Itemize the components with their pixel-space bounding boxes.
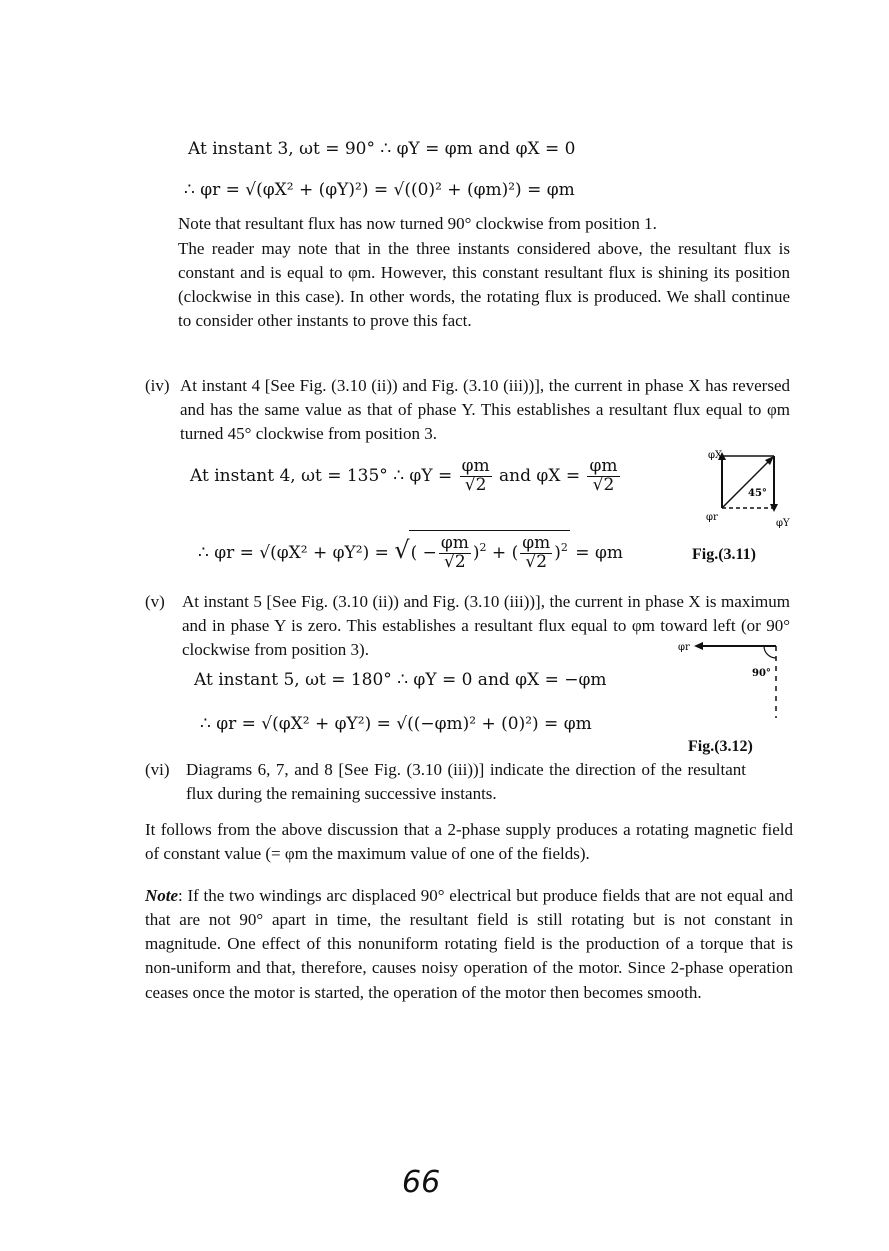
figure-3-11-caption: Fig.(3.11) — [692, 546, 756, 563]
equation-instant-4-result — [198, 530, 623, 572]
equation-instant-5: At instant 5, ωt = 180° ∴ φY = 0 and φX = −φm — [194, 670, 607, 690]
figure-3-12-caption: Fig.(3.12) — [688, 738, 753, 755]
fig-3-12-angle-label: 90° — [752, 668, 771, 679]
fraction-denominator: √2 — [592, 474, 615, 495]
fraction-numerator: φm — [522, 533, 551, 553]
item-vi-marker: (vi) — [145, 760, 170, 779]
angle-arc — [764, 646, 776, 658]
fig-3-11-angle-label: 45° — [748, 488, 767, 499]
paragraph-note — [145, 884, 793, 1005]
arrow-head-icon — [694, 642, 703, 650]
equation-instant-4-result-lead: ∴ φr = √(φX² + φY²) = — [198, 542, 389, 563]
equation-instant-5-result: ∴ φr = √(φX² + φY²) = √((−φm)² + (0)²) = φm — [200, 714, 592, 734]
figure-3-11-diagram — [688, 446, 798, 536]
item-v-marker: (v) — [145, 592, 165, 611]
fraction-phi-m-over-root2-y — [460, 458, 492, 495]
equation-instant-4 — [190, 458, 622, 495]
note-label: Note — [145, 886, 179, 905]
item-iv-marker: (iv) — [145, 376, 170, 395]
fig-3-11-phi-y-label: φY — [776, 518, 790, 529]
item-v-text: At instant 5 [See Fig. (3.10 (ii)) and Fig. (3.10 (iii))], the current in phase X is maximum and in phase Y is zero. This establishes a resultant flux equal to φm toward left (or 90° clockwise from position 3). — [182, 592, 790, 660]
note-resultant-turned: Note that resultant flux has now turned 90° clockwise from position 1. — [178, 214, 657, 233]
fig-3-11-phi-x-label: φX — [708, 450, 723, 461]
fraction-denominator: √2 — [525, 551, 548, 572]
fraction-denominator: √2 — [444, 551, 466, 572]
page-number: 66 — [402, 1165, 441, 1200]
equation-instant-3-result: ∴ φr = √(φX² + (φY)²) = √((0)² + (φm)²) = φm — [184, 180, 575, 200]
fraction-phi-m-over-root2-x — [587, 458, 619, 495]
fraction-numerator: φm — [461, 456, 490, 476]
item-iv-text: At instant 4 [See Fig. (3.10 (ii)) and Fig. (3.10 (iii))], the current in phase X has reversed and has the same value as that of phase Y. This establishes a resultant flux equal to φm turned 45° clockwise from position 3. — [180, 376, 790, 444]
fig-3-12-phi-r-label: φr — [678, 642, 690, 653]
equation-instant-4-lead: At instant 4, ωt = 135° ∴ φY = — [190, 465, 453, 486]
fraction-phi-m — [520, 535, 552, 572]
fraction-numerator: φm — [589, 456, 618, 476]
fraction-denominator: √2 — [464, 474, 487, 495]
fig-3-11-phi-r-label: φr — [706, 512, 718, 523]
fraction-neg-phi-m — [439, 535, 471, 572]
note-text: : If the two windings arc displaced 90° electrical but produce fields that are not equal and that are not 90° apart in time, the resultant field is still rotating but is not constant in magnitude. One effect of this nonuniform rotating field is the production of a torque that is non-uniform and that, therefore, causes noisy operation of the motor. Since 2-phase operation ceases once the motor is started, the operation of the motor then becomes smooth. — [145, 886, 793, 1002]
phi-r-vector — [722, 458, 772, 508]
equation-instant-3: At instant 3, ωt = 90° ∴ φY = φm and φX = 0 — [188, 139, 576, 159]
paragraph-conclusion: It follows from the above discussion that a 2-phase supply produces a rotating magnetic field of constant value (= φm the maximum value of one of the fields). — [145, 820, 793, 864]
radical-sign: √ — [394, 535, 410, 564]
item-vi-text: Diagrams 6, 7, and 8 [See Fig. (3.10 (iii))] indicate the direction of the resultant flux during the remaining successive instants. — [186, 760, 746, 804]
fraction-numerator: φm — [440, 533, 469, 553]
equation-instant-4-result-tail: = φm — [575, 542, 623, 563]
paragraph-reader-note: The reader may note that in the three instants considered above, the resultant flux is constant and is equal to φm. However, this constant resultant flux is shining its position (clockwise in this case). In other words, the rotating flux is produced. We shall continue to consider other instants to prove this fact. — [178, 239, 790, 331]
equation-instant-4-and: and φX = — [499, 465, 581, 486]
radicand: ( − $\frac{\varphi m}{√2}$ )$^2$ + ( $\frac{\varphi m}{√2}$ )$^2$ — [409, 530, 570, 572]
figure-3-12-diagram — [676, 636, 791, 726]
